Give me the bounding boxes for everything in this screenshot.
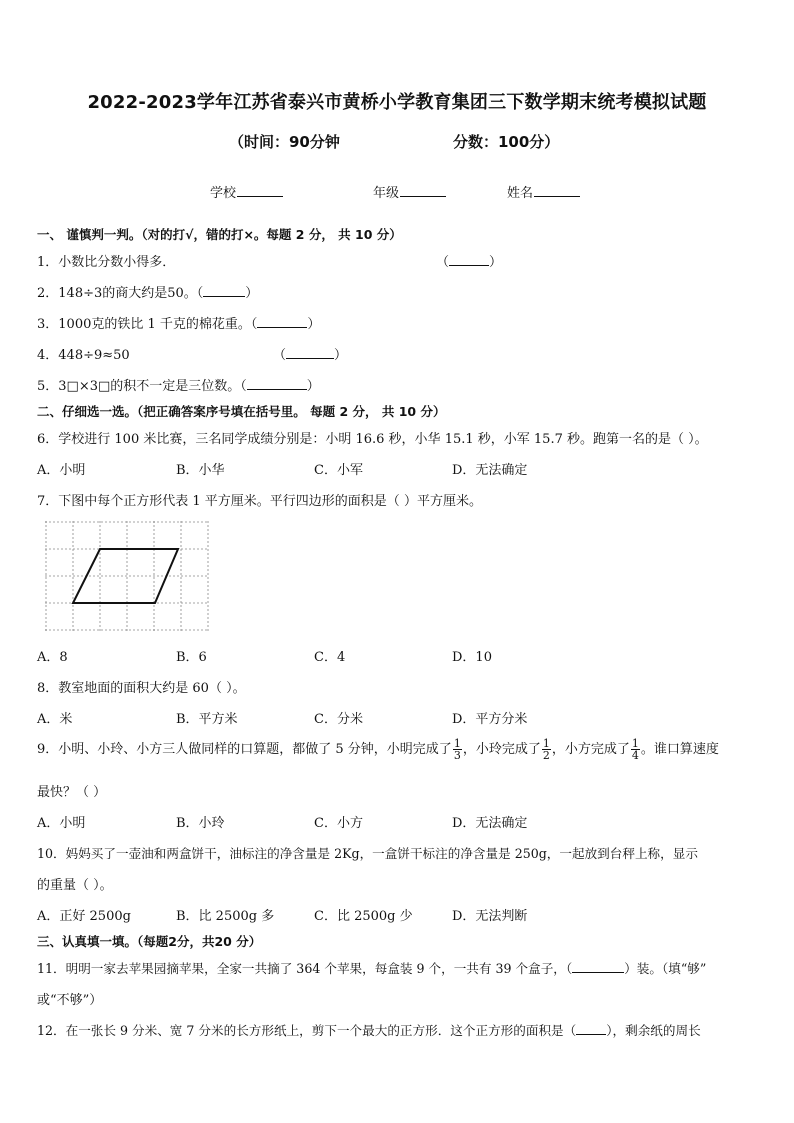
question-3-text: 3．1000克的铁比 1 千克的棉花重。（ [37, 317, 258, 332]
question-9-text-c: ，小方完成了 [551, 742, 630, 757]
paren-right: ） [245, 286, 259, 301]
question-1-answer[interactable] [436, 251, 502, 270]
question-11-text-a: 11．明明一家去苹果园摘苹果，全家一共摘了 364 个苹果，每盒装 9 个，一共有 39 个盒子，（ [37, 961, 573, 976]
question-5 [37, 375, 320, 394]
fraction-numerator: 1 [542, 737, 550, 750]
section-1-heading: 一、 谨慎判一判。（对的打√，错的打×。每题 2 分， 共 10 分） [37, 227, 402, 242]
option-d[interactable]: D．平方分米 [452, 712, 528, 727]
question-9 [37, 738, 719, 761]
option-a[interactable]: A．小明 [37, 463, 86, 478]
fraction-one-third [453, 738, 462, 761]
option-b[interactable]: B．小玲 [176, 816, 225, 831]
name-label: 姓名 [507, 186, 534, 201]
question-7: 7．下图中每个正方形代表 1 平方厘米。平行四边形的面积是（ ）平方厘米。 [37, 494, 482, 509]
question-11-line-2: 或“不够”） [37, 993, 103, 1008]
option-a[interactable]: A．正好 2500g [37, 909, 131, 924]
question-9-text-b: ，小玲完成了 [462, 742, 541, 757]
question-4-answer[interactable] [273, 344, 347, 363]
question-2 [37, 282, 258, 301]
option-a[interactable]: A．米 [37, 712, 73, 727]
option-c[interactable]: C．小方 [314, 816, 363, 831]
question-9-line-2: 最快？（ ） [37, 785, 107, 800]
question-8: 8．教室地面的面积大约是 60（ ）。 [37, 681, 246, 696]
school-label: 学校 [210, 186, 237, 201]
question-1-text: 1．小数比分数小得多． [37, 255, 176, 270]
grade-label: 年级 [373, 186, 400, 201]
option-d[interactable]: D．无法确定 [452, 816, 528, 831]
option-b[interactable]: B．平方米 [176, 712, 238, 727]
question-5-text: 5．3□×3□的积不一定是三位数。（ [37, 379, 247, 394]
paren-left: （ [273, 348, 287, 363]
question-6: 6．学校进行 100 米比赛，三名同学成绩分别是：小明 16.6 秒，小华 15.1 秒，小军 15.7 秒。跑第一名的是（ ）。 [37, 432, 708, 447]
answer-blank[interactable] [203, 284, 245, 297]
option-d[interactable]: D．无法确定 [452, 463, 528, 478]
answer-blank[interactable] [572, 960, 624, 973]
question-10: 10．妈妈买了一壶油和两盒饼干，油标注的净含量是 2Kg，一盒饼干标注的净含量是 250g，一起放到台秤上称，显示 [37, 846, 698, 861]
fraction-numerator: 1 [453, 737, 461, 750]
option-b[interactable]: B．比 2500g 多 [176, 909, 275, 924]
question-4-text: 4．448÷9≈50 [37, 348, 130, 363]
paren-right: ） [307, 317, 321, 332]
option-a[interactable]: A．8 [37, 650, 68, 665]
fraction-denominator: 2 [542, 749, 550, 762]
option-a[interactable]: A．小明 [37, 816, 86, 831]
paren-right: ） [334, 348, 348, 363]
option-c[interactable]: C．比 2500g 少 [314, 909, 413, 924]
page-title: 2022-2023学年江苏省泰兴市黄桥小学教育集团三下数学期末统考模拟试题 [87, 92, 707, 113]
fraction-one-quarter [631, 738, 640, 761]
question-12-text-a: 12．在一张长 9 分米、宽 7 分米的长方形纸上，剪下一个最大的正方形．这个正方形的面积是（ [37, 1023, 577, 1038]
option-c[interactable]: C．4 [314, 650, 346, 665]
fraction-denominator: 3 [453, 749, 461, 762]
question-4 [37, 344, 130, 363]
paren-right: ） [306, 379, 320, 394]
paren-right: ） [489, 255, 503, 270]
question-9-text-d: 。谁口算速度 [640, 742, 719, 757]
exam-score: 分数：100分） [453, 133, 560, 151]
answer-blank[interactable] [247, 377, 307, 390]
fraction-denominator: 4 [631, 749, 639, 762]
name-field[interactable] [507, 182, 580, 201]
option-b[interactable]: B．6 [176, 650, 207, 665]
parallelogram-grid-figure [43, 519, 213, 635]
section-3-heading: 三、认真填一填。（每题2分，共20 分） [37, 934, 262, 949]
exam-time: （时间：90分钟 [229, 133, 340, 151]
question-9-text-a: 9．小明、小玲、小方三人做同样的口算题，都做了 5 分钟，小明完成了 [37, 742, 452, 757]
option-c[interactable]: C．小军 [314, 463, 363, 478]
question-2-text: 2．148÷3的商大约是50。（ [37, 286, 204, 301]
option-d[interactable]: D．10 [452, 650, 492, 665]
question-11-text-b: ）装。（填“够” [624, 961, 707, 976]
school-field[interactable] [210, 182, 283, 201]
question-12 [37, 1020, 701, 1039]
option-c[interactable]: C．分米 [314, 712, 363, 727]
option-d[interactable]: D．无法判断 [452, 909, 528, 924]
answer-blank[interactable] [257, 315, 307, 328]
question-1 [37, 251, 175, 270]
option-b[interactable]: B．小华 [176, 463, 225, 478]
question-10-line-2: 的重量（ ）。 [37, 878, 113, 893]
fraction-numerator: 1 [631, 737, 639, 750]
question-12-text-b: ），剩余纸的周长 [606, 1023, 701, 1038]
paren-left: （ [436, 255, 450, 270]
fraction-one-half [542, 738, 551, 761]
answer-blank[interactable] [576, 1022, 606, 1035]
section-2-heading: 二、仔细选一选。（把正确答案序号填在括号里。 每题 2 分， 共 10 分） [37, 404, 446, 419]
question-11 [37, 958, 706, 977]
grade-field[interactable] [373, 182, 446, 201]
question-3 [37, 313, 320, 332]
